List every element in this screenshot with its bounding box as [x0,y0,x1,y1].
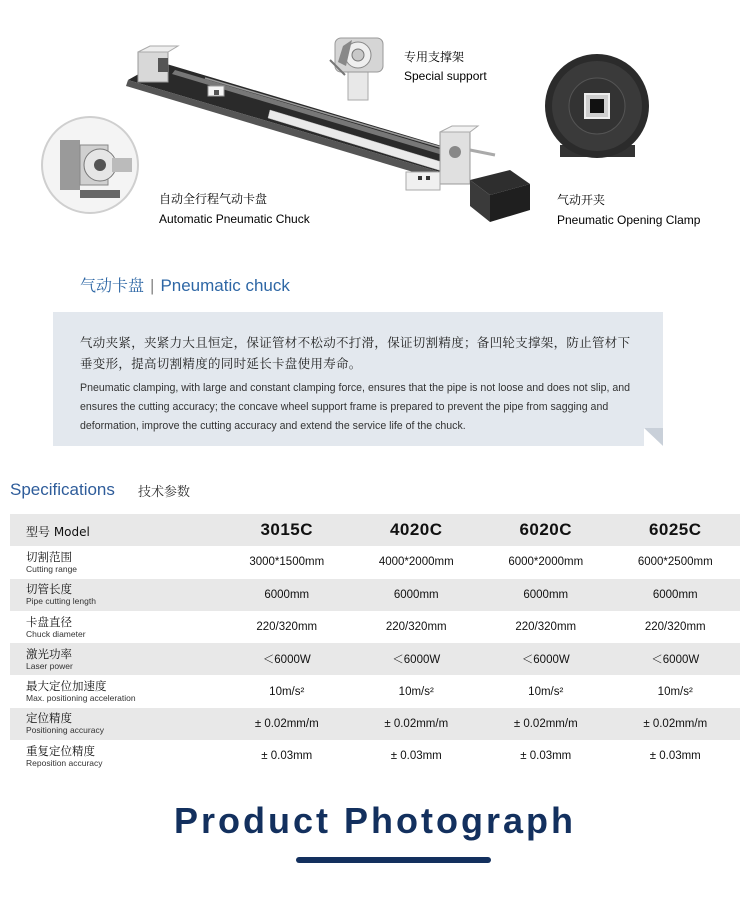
table-row [10,740,740,772]
spec-value: ± 0.02mm/m [254,717,319,730]
param-cell [10,611,222,643]
spec-value: 6000mm [652,588,698,601]
param-name-cn: 重复定位精度 [26,743,95,758]
param-cell [10,740,222,772]
callout-opening-clamp-cn: 气动开夹 [557,193,606,207]
spec-value: ± 0.02mm/m [384,717,449,730]
chuck-title-cn: 气动卡盘 [80,276,145,295]
spec-value: ± 0.03mm [390,750,442,763]
specifications-table [10,514,740,772]
spec-value: 10m/s² [269,685,305,698]
spec-value: 220/320mm [644,621,706,634]
spec-value: ＜6000W [651,654,700,667]
opening-clamp-image [545,54,649,158]
spec-value: ＜6000W [521,654,570,667]
spec-value: 10m/s² [657,685,693,698]
param-name-en: Pipe cutting length [26,596,96,607]
table-header-row [10,514,740,546]
chuck-zoom [42,117,138,213]
model-label: 型号 Model [26,524,90,539]
specifications-title: Specifications [10,480,115,499]
param-name-cn: 卡盘直径 [26,614,72,629]
spec-value: ± 0.02mm/m [513,717,578,730]
table-row [10,708,740,740]
callout-special-support-cn: 专用支撑架 [404,50,465,64]
spec-value: 3000*1500mm [249,556,325,569]
spec-value: 6000*2500mm [637,556,713,569]
callout-auto-chuck-cn: 自动全行程气动卡盘 [159,192,268,206]
spec-value: 6000*2000mm [508,556,584,569]
heading-underline [296,857,491,863]
param-name-cn: 切管长度 [26,582,72,597]
spec-value: 6000mm [393,588,439,601]
param-name-en: Laser power [26,660,73,671]
spec-value: 10m/s² [398,685,434,698]
callout-special-support-en: Special support [404,69,487,83]
table-row [10,675,740,707]
param-name-en: Reposition accuracy [26,757,103,768]
spec-value: ± 0.03mm [649,750,701,763]
product-photograph-heading: Product Photograph [174,800,576,841]
model-header: 3015C [260,520,314,540]
special-support-image [330,38,383,100]
spec-value: ＜6000W [392,654,441,667]
param-name-cn: 切割范围 [26,549,72,564]
param-name-en: Positioning accuracy [26,725,104,736]
table-row [10,643,740,675]
param-name-cn: 激光功率 [26,646,72,661]
param-cell [10,579,222,611]
param-name-cn: 最大定位加速度 [26,679,107,694]
param-cell [10,546,222,578]
description-en: Pneumatic clamping, with large and constant clamping force, ensures that the pipe is not loose and does not slip, and ensures the cutting accuracy; the concave wheel support frame is prepared to prevent the pipe from sagging and deformation, improve the cutting accuracy and extend the service life of the chuck. [80,382,631,432]
description-fold-corner [644,428,663,446]
param-name-en: Cutting range [26,563,78,574]
spec-value: 10m/s² [528,685,564,698]
model-label-cell [10,514,222,546]
moving-chuck [208,86,224,96]
model-header: 6020C [519,520,573,540]
machine-illustration [0,0,750,250]
param-name-en: Chuck diameter [26,628,86,639]
spec-value: 220/320mm [515,621,577,634]
specifications-title-cn: 技术参数 [138,485,191,500]
param-name-en: Max. positioning acceleration [26,693,136,704]
table-row [10,546,740,578]
param-cell [10,675,222,707]
chuck-title-en: Pneumatic chuck [160,276,290,295]
callout-auto-chuck-en: Automatic Pneumatic Chuck [159,212,310,226]
spec-value: ± 0.02mm/m [643,717,708,730]
description-cn: 气动夹紧，夹紧力大且恒定，保证管材不松动不打滑，保证切割精度；备凹轮支撑架，防止管材下垂变形，提高切割精度的同时延长卡盘使用寿命。 [80,335,631,371]
param-cell [10,643,222,675]
param-cell [10,708,222,740]
spec-value: 220/320mm [256,621,318,634]
spec-value: 6000mm [264,588,310,601]
spec-value: 6000mm [523,588,569,601]
title-separator: | [150,276,155,295]
chuck-section-title [80,273,290,296]
spec-value: 220/320mm [385,621,447,634]
spec-value: ± 0.03mm [520,750,572,763]
table-row [10,579,740,611]
table-row [10,611,740,643]
param-name-cn: 定位精度 [26,711,72,726]
spec-value: ± 0.03mm [261,750,313,763]
tail-frame [406,126,530,222]
spec-value: 4000*2000mm [378,556,454,569]
callout-opening-clamp-en: Pneumatic Opening Clamp [557,213,701,227]
model-header: 4020C [389,520,443,540]
spec-value: ＜6000W [262,654,311,667]
model-header: 6025C [648,520,702,540]
